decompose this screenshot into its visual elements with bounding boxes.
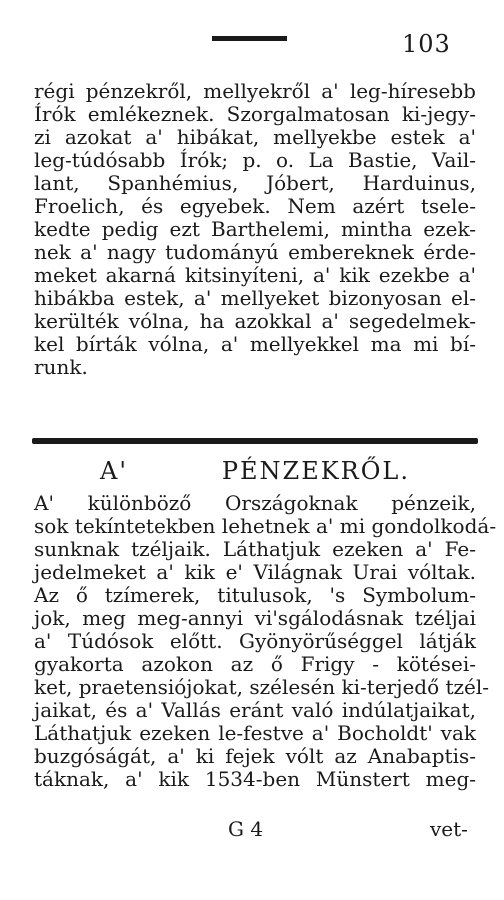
text-line: régi pénzekről, mellyekről a' leg-híresebb xyxy=(34,79,476,103)
text-line: nek a' nagy tudományú embereknek érde- xyxy=(34,240,476,264)
text-line: Írók emlékeznek. Szorgalmatosan ki-jegy- xyxy=(34,102,476,126)
text-line: Az ő tzímerek, titulusok, 's Symbolum- xyxy=(34,583,476,607)
text-line: hibákba estek, a' mellyeket bizonyosan el- xyxy=(34,286,476,310)
text-line: a' Túdósok előtt. Gyönyörűséggel látják xyxy=(34,629,476,653)
section-heading: A' PÉNZEKRŐL. xyxy=(100,457,410,485)
signature-mark: G 4 xyxy=(228,817,264,841)
text-line: sunknak tzéljaik. Láthatjuk ezeken a' Fe- xyxy=(34,537,476,561)
text-line: táknak, a' kik 1534-ben Münstert meg- xyxy=(34,767,476,791)
text-line: jok, meg meg-annyi vi'sgálodásnak tzéljai xyxy=(34,606,476,630)
text-line: A' különböző Országoknak pénzeik, xyxy=(34,491,476,515)
text-line: buzgóságát, a' ki fejek vólt az Anabaptis- xyxy=(34,744,476,768)
text-line: sok tekíntetekben lehetnek a' mi gondolkodá- xyxy=(34,514,497,538)
text-line: jedelmeket a' kik e' Világnak Urai vóltak. xyxy=(34,560,476,584)
paragraph-section xyxy=(34,491,497,791)
text-line: jaikat, és a' Vallás eránt való indúlatjaikat, xyxy=(34,698,476,722)
text-line: lant, Spanhémius, Jóbert, Harduinus, xyxy=(34,171,476,195)
text-line: leg-túdósabb Írók; p. o. La Bastie, Vail- xyxy=(34,148,476,172)
text-line: kel bírták vólna, a' mellyekkel ma mi bí- xyxy=(34,332,476,356)
page-number: 103 xyxy=(402,30,451,58)
text-line: kedte pedig ezt Barthelemi, mintha ezek- xyxy=(34,217,476,241)
text-line: gyakorta azokon az ő Frigy - kötései- xyxy=(34,652,476,676)
text-line: zi azokat a' hibákat, mellyekbe estek a' xyxy=(34,125,476,149)
header-rule xyxy=(212,36,287,41)
text-line: meket akarná kitsinyíteni, a' kik ezekbe a' xyxy=(34,263,476,287)
section-divider xyxy=(32,438,478,444)
catchword: vet- xyxy=(430,817,468,841)
paragraph-top xyxy=(34,80,476,379)
text-line: Láthatjuk ezeken le-festve a' Bocholdt' vak xyxy=(34,721,476,745)
text-line: runk. xyxy=(34,355,88,379)
text-line: Froelich, és egyebek. Nem azért tsele- xyxy=(34,194,476,218)
text-line: kerülték vólna, ha azokkal a' segedelmek- xyxy=(34,309,476,333)
text-line: ket, praetensiójokat, szélesén ki-terjedő tzél- xyxy=(34,675,490,699)
